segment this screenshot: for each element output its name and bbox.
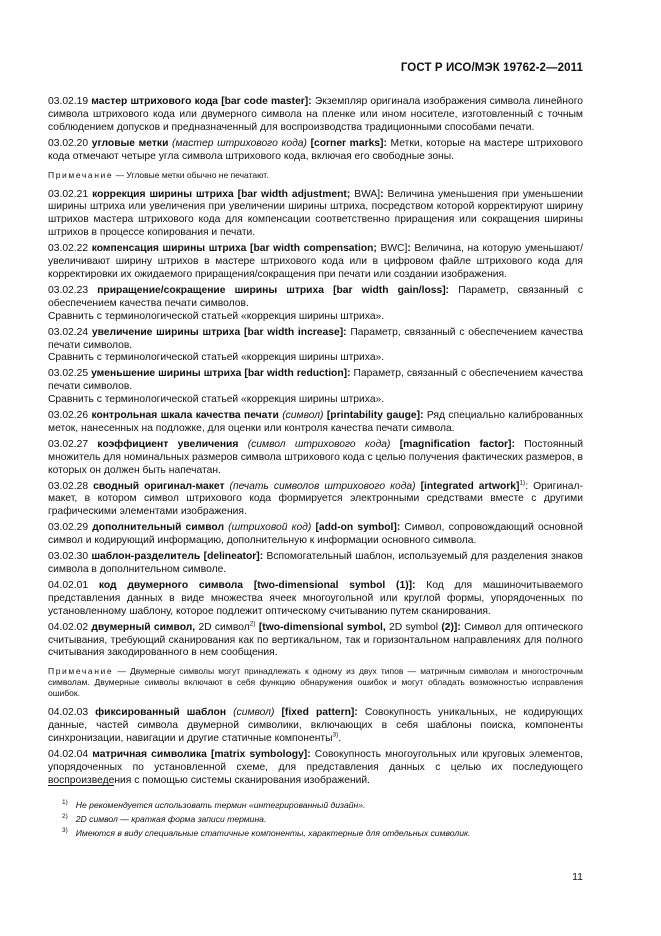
term-entry: 04.02.04 матричная символика [matrix symbology]: Совокупность многоугольных или круговых элементов, упорядоченных по установленной схеме, для представления данных с целью их последующего воспроизведения с помощью системы сканирования изображений. (48, 749, 583, 786)
term-entry: 03.02.30 шаблон-разделитель [delineator]: Вспомогательный шаблон, используемый для разделения знаков символа в дополнительном символе. (48, 551, 583, 575)
cross-reference: Сравнить с терминологической статьей «коррекция ширины штриха». (48, 310, 385, 322)
term-entry: 03.02.25 уменьшение ширины штриха [bar width reduction]: Параметр, связанный с обеспечением качества печати символов. (48, 368, 583, 393)
document-body (48, 96, 583, 791)
term-entry: 03.02.29 дополнительный символ (штриховой код) [add-on symbol]: Символ, сопровождающий основной символ и кодирующий информацию, дополнительную к информации основного символа. (48, 522, 583, 547)
term-entry: 04.02.01 код двумерного символа [two-dimensional symbol (1)]: Код для машиночитываемого представления данных в виде множества ячеек многоугольной или круглой формы, упорядоченных по установленному шаблону, которое подлежит оптическому считыванию путем сканирования. (48, 579, 583, 617)
term-entry: 03.02.26 контрольная шкала качества печати (символ) [printability gauge]: Ряд специально калиброванных меток, нанесенных на подложке, для оценки или контроля качества печати символа. (48, 410, 583, 434)
footnote: $^{1)}$ Не рекомендуется использовать термин «интегрированный дизайн». (62, 799, 366, 810)
term-entry: 04.02.03 фиксированный шаблон (символ) [fixed pattern]: Совокупность уникальных, не кодирующих данные, частей символа двумерной символики, включающих в себя шаблоны поиска, компоненты синхронизации, навигации и другие статичные компоненты$^{3)}$. (48, 707, 583, 745)
footnote-divider (48, 785, 114, 786)
term-entry: 03.02.24 увеличение ширины штриха [bar width increase]: Параметр, связанный с обеспечением качества печати символов. (48, 326, 584, 351)
note: Примечание — Угловые метки обычно не печатают. (48, 169, 269, 180)
term-entry: 03.02.21 коррекция ширины штриха [bar width adjustment; BWA]: Величина уменьшения при уменьшении ширины штриха или увеличения при увеличении ширины штриха, посредством которой корректируют ширину штрихов мастера штрихового кода для компенсации соответственно приращения или сокращения ширины штрихов в процессе копирования и печати. (48, 188, 583, 239)
page-number: 11 (572, 871, 583, 883)
term-entry: 03.02.22 компенсация ширины штриха [bar width compensation; BWC]: Величина, на которую уменьшают/увеличивают ширину штрихов в мастере штрихового кода или в цифровом файле штрихового кода для корректировки их ожидаемого приращения/сокращения при печати или создании изображения. (48, 243, 583, 280)
cross-reference: Сравнить с терминологической статьей «коррекция ширины штриха». (48, 352, 385, 364)
term-entry: 03.02.19 мастер штрихового кода [bar code master]: Экземпляр оригинала изображения символа линейного символа штрихового кода или двумерного символа на пленке или ином носителе, изготовленный с точным соблюдением допусков и предназначенный для воспроизводства традиционными способами печати. (48, 96, 583, 133)
term-entry: 03.02.23 приращение/сокращение ширины штриха [bar width gain/loss]: Параметр, связанный с обеспечением качества печати символов. (48, 284, 583, 309)
footnote: $^{3)}$ Имеются в виду специальные статичные компоненты, характерные для отдельных символик. (62, 827, 471, 838)
note: Примечание — Двумерные символы могут принадлежать к одному из двух типов — матричным символам и многострочным символам. Двумерные символы включают в себя функцию обнаружения ошибок и могут обладать возможностью исправления ошибок. (48, 666, 583, 699)
term-entry: 03.02.28 сводный оригинал-макет (печать символов штрихового кода) [integrated artwork]$^{1)}$: Оригинал-макет, в котором символ штрихового кода формируется электронными средствами вместе с другими графическими элементами изображения. (48, 479, 583, 518)
footnote: $^{2)}$ 2D символ — краткая форма записи термина. (62, 813, 267, 824)
cross-reference: Сравнить с терминологической статьей «коррекция ширины штриха». (48, 394, 385, 406)
term-entry: 03.02.27 коэффициент увеличения (символ штрихового кода) [magnification factor]: Постоянный множитель для номинальных размеров символа штрихового кода с целью получения фактических размеров, в которых он должен быть напечатан. (48, 438, 583, 476)
document-header: ГОСТ Р ИСО/МЭК 19762-2—2011 (400, 62, 583, 74)
term-entry: 03.02.20 угловые метки (мастер штрихового кода) [corner marks]: Метки, которые на мастере штрихового кода отмечают четыре угла символа штрихового кода, включая его свободные зоны. (48, 137, 583, 162)
term-entry: 04.02.02 двумерный символ, 2D символ$^{2)}$ [two-dimensional symbol, 2D symbol (2)]: Символ для оптического считывания, требующий сканирования как по вертикальном, так и горизонтальном направлениях для полного считывания закодированного в нем сообщения. (48, 620, 583, 659)
